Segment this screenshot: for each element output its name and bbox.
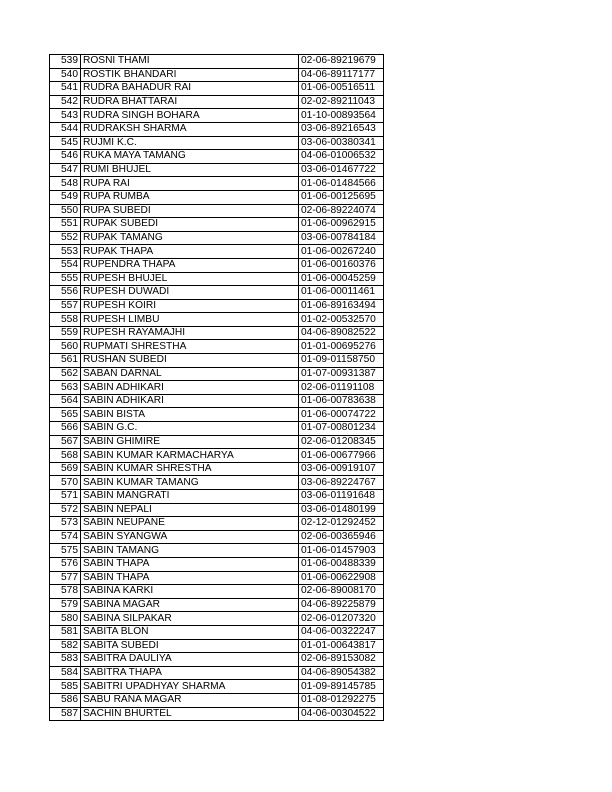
id-number-cell: 01-09-01158750 [299, 354, 384, 368]
id-number-cell: 02-06-01208345 [299, 435, 384, 449]
table-row [50, 68, 384, 82]
records-table-body [50, 55, 384, 721]
id-number-cell: 04-06-89082522 [299, 326, 384, 340]
name-cell: SABIN THAPA [81, 557, 299, 571]
table-row [50, 218, 384, 232]
table-row [50, 422, 384, 436]
serial-number-cell: 578 [50, 585, 81, 599]
id-number-cell: 03-06-01480199 [299, 503, 384, 517]
table-row [50, 381, 384, 395]
name-cell: SACHIN BHURTEL [81, 707, 299, 721]
table-row [50, 435, 384, 449]
id-number-cell: 03-06-00380341 [299, 136, 384, 150]
id-number-cell: 02-12-01292452 [299, 517, 384, 531]
id-number-cell: 01-09-89145785 [299, 680, 384, 694]
serial-number-cell: 568 [50, 449, 81, 463]
table-row [50, 639, 384, 653]
serial-number-cell: 543 [50, 109, 81, 123]
table-row [50, 367, 384, 381]
name-cell: RUDRA BAHADUR RAI [81, 82, 299, 96]
id-number-cell: 01-06-00677966 [299, 449, 384, 463]
serial-number-cell: 542 [50, 95, 81, 109]
table-row [50, 408, 384, 422]
serial-number-cell: 552 [50, 231, 81, 245]
name-cell: RUSHAN SUBEDI [81, 354, 299, 368]
serial-number-cell: 565 [50, 408, 81, 422]
serial-number-cell: 554 [50, 258, 81, 272]
table-row [50, 517, 384, 531]
name-cell: SABITRA THAPA [81, 666, 299, 680]
serial-number-cell: 539 [50, 55, 81, 69]
serial-number-cell: 562 [50, 367, 81, 381]
serial-number-cell: 546 [50, 150, 81, 164]
table-row [50, 571, 384, 585]
id-number-cell: 01-06-00488339 [299, 557, 384, 571]
id-number-cell: 04-06-00304522 [299, 707, 384, 721]
name-cell: RUPMATI SHRESTHA [81, 340, 299, 354]
id-number-cell: 04-06-89054382 [299, 666, 384, 680]
serial-number-cell: 577 [50, 571, 81, 585]
name-cell: RUDRA BHATTARAI [81, 95, 299, 109]
name-cell: RUPESH LIMBU [81, 313, 299, 327]
id-number-cell: 01-06-00783638 [299, 394, 384, 408]
name-cell: RUJMI K.C. [81, 136, 299, 150]
table-row [50, 666, 384, 680]
table-row [50, 612, 384, 626]
name-cell: SABAN DARNAL [81, 367, 299, 381]
name-cell: SABIN BISTA [81, 408, 299, 422]
table-row [50, 449, 384, 463]
serial-number-cell: 545 [50, 136, 81, 150]
name-cell: SABINA KARKI [81, 585, 299, 599]
table-row [50, 557, 384, 571]
id-number-cell: 01-01-00643817 [299, 639, 384, 653]
table-row [50, 231, 384, 245]
serial-number-cell: 553 [50, 245, 81, 259]
name-cell: ROSTIK BHANDARI [81, 68, 299, 82]
serial-number-cell: 556 [50, 286, 81, 300]
id-number-cell: 01-07-00931387 [299, 367, 384, 381]
id-number-cell: 02-06-00365946 [299, 530, 384, 544]
name-cell: RUDRAKSH SHARMA [81, 122, 299, 136]
name-cell: RUPAK SUBEDI [81, 218, 299, 232]
serial-number-cell: 544 [50, 122, 81, 136]
serial-number-cell: 585 [50, 680, 81, 694]
name-cell: SABITRA DAULIYA [81, 653, 299, 667]
name-cell: SABIN NEUPANE [81, 517, 299, 531]
table-row [50, 272, 384, 286]
id-number-cell: 03-06-00784184 [299, 231, 384, 245]
id-number-cell: 01-01-00695276 [299, 340, 384, 354]
serial-number-cell: 571 [50, 490, 81, 504]
id-number-cell: 03-06-01191648 [299, 490, 384, 504]
table-row [50, 122, 384, 136]
table-row [50, 204, 384, 218]
serial-number-cell: 570 [50, 476, 81, 490]
id-number-cell: 01-06-00962915 [299, 218, 384, 232]
serial-number-cell: 559 [50, 326, 81, 340]
name-cell: SABIN THAPA [81, 571, 299, 585]
name-cell: SABIN SYANGWA [81, 530, 299, 544]
serial-number-cell: 548 [50, 177, 81, 191]
serial-number-cell: 551 [50, 218, 81, 232]
serial-number-cell: 579 [50, 598, 81, 612]
serial-number-cell: 557 [50, 299, 81, 313]
id-number-cell: 01-10-00893564 [299, 109, 384, 123]
table-row [50, 598, 384, 612]
name-cell: SABITA SUBEDI [81, 639, 299, 653]
table-row [50, 55, 384, 69]
table-row [50, 707, 384, 721]
serial-number-cell: 561 [50, 354, 81, 368]
id-number-cell: 02-06-01207320 [299, 612, 384, 626]
table-row [50, 680, 384, 694]
name-cell: RUPESH RAYAMAJHI [81, 326, 299, 340]
id-number-cell: 01-06-00622908 [299, 571, 384, 585]
serial-number-cell: 563 [50, 381, 81, 395]
serial-number-cell: 564 [50, 394, 81, 408]
name-cell: RUPAK THAPA [81, 245, 299, 259]
id-number-cell: 02-06-89008170 [299, 585, 384, 599]
name-cell: SABIN TAMANG [81, 544, 299, 558]
serial-number-cell: 587 [50, 707, 81, 721]
table-row [50, 326, 384, 340]
name-cell: RUPA SUBEDI [81, 204, 299, 218]
serial-number-cell: 582 [50, 639, 81, 653]
id-number-cell: 03-06-89224767 [299, 476, 384, 490]
name-cell: SABIN NEPALI [81, 503, 299, 517]
name-cell: SABIN KUMAR KARMACHARYA [81, 449, 299, 463]
table-row [50, 476, 384, 490]
name-cell: SABIN ADHIKARI [81, 381, 299, 395]
table-row [50, 354, 384, 368]
id-number-cell: 01-06-01457903 [299, 544, 384, 558]
name-cell: SABITA BLON [81, 625, 299, 639]
id-number-cell: 01-06-01484566 [299, 177, 384, 191]
serial-number-cell: 586 [50, 693, 81, 707]
id-number-cell: 04-06-01006532 [299, 150, 384, 164]
table-row [50, 653, 384, 667]
table-row [50, 258, 384, 272]
id-number-cell: 01-08-01292275 [299, 693, 384, 707]
id-number-cell: 03-06-89216543 [299, 122, 384, 136]
name-cell: RUPA RAI [81, 177, 299, 191]
serial-number-cell: 573 [50, 517, 81, 531]
serial-number-cell: 580 [50, 612, 81, 626]
name-cell: SABIN G.C. [81, 422, 299, 436]
name-cell: SABITRI UPADHYAY SHARMA [81, 680, 299, 694]
name-cell: RUDRA SINGH BOHARA [81, 109, 299, 123]
table-row [50, 313, 384, 327]
id-number-cell: 01-06-00516511 [299, 82, 384, 96]
serial-number-cell: 550 [50, 204, 81, 218]
name-cell: RUPESH KOIRI [81, 299, 299, 313]
serial-number-cell: 574 [50, 530, 81, 544]
serial-number-cell: 549 [50, 190, 81, 204]
serial-number-cell: 547 [50, 163, 81, 177]
records-table [49, 54, 384, 721]
serial-number-cell: 575 [50, 544, 81, 558]
serial-number-cell: 555 [50, 272, 81, 286]
id-number-cell: 01-06-00074722 [299, 408, 384, 422]
table-row [50, 82, 384, 96]
name-cell: SABINA MAGAR [81, 598, 299, 612]
name-cell: RUMI BHUJEL [81, 163, 299, 177]
serial-number-cell: 540 [50, 68, 81, 82]
id-number-cell: 01-06-00011461 [299, 286, 384, 300]
id-number-cell: 04-06-89117177 [299, 68, 384, 82]
name-cell: SABINA SILPAKAR [81, 612, 299, 626]
name-cell: SABIN ADHIKARI [81, 394, 299, 408]
table-row [50, 394, 384, 408]
table-row [50, 286, 384, 300]
table-row [50, 163, 384, 177]
name-cell: SABIN GHIMIRE [81, 435, 299, 449]
serial-number-cell: 583 [50, 653, 81, 667]
id-number-cell: 01-06-00045259 [299, 272, 384, 286]
serial-number-cell: 541 [50, 82, 81, 96]
id-number-cell: 04-06-89225879 [299, 598, 384, 612]
id-number-cell: 03-06-00919107 [299, 462, 384, 476]
table-row [50, 177, 384, 191]
id-number-cell: 02-06-89153082 [299, 653, 384, 667]
serial-number-cell: 566 [50, 422, 81, 436]
id-number-cell: 02-06-89224074 [299, 204, 384, 218]
table-row [50, 340, 384, 354]
serial-number-cell: 572 [50, 503, 81, 517]
serial-number-cell: 569 [50, 462, 81, 476]
id-number-cell: 04-06-00322247 [299, 625, 384, 639]
table-row [50, 109, 384, 123]
table-row [50, 530, 384, 544]
table-row [50, 150, 384, 164]
id-number-cell: 01-06-00160376 [299, 258, 384, 272]
name-cell: RUPESH BHUJEL [81, 272, 299, 286]
table-row [50, 585, 384, 599]
id-number-cell: 02-06-01191108 [299, 381, 384, 395]
name-cell: SABIN KUMAR SHRESTHA [81, 462, 299, 476]
serial-number-cell: 584 [50, 666, 81, 680]
table-row [50, 190, 384, 204]
id-number-cell: 03-06-01467722 [299, 163, 384, 177]
id-number-cell: 01-06-00125695 [299, 190, 384, 204]
serial-number-cell: 560 [50, 340, 81, 354]
name-cell: SABIN MANGRATI [81, 490, 299, 504]
id-number-cell: 01-02-00532570 [299, 313, 384, 327]
table-row [50, 245, 384, 259]
name-cell: SABU RANA MAGAR [81, 693, 299, 707]
table-row [50, 490, 384, 504]
serial-number-cell: 558 [50, 313, 81, 327]
name-cell: ROSNI THAMI [81, 55, 299, 69]
id-number-cell: 01-07-00801234 [299, 422, 384, 436]
name-cell: RUPAK TAMANG [81, 231, 299, 245]
table-row [50, 462, 384, 476]
serial-number-cell: 581 [50, 625, 81, 639]
table-row [50, 95, 384, 109]
table-row [50, 299, 384, 313]
name-cell: RUPESH DUWADI [81, 286, 299, 300]
id-number-cell: 02-06-89219679 [299, 55, 384, 69]
table-row [50, 136, 384, 150]
id-number-cell: 01-06-00267240 [299, 245, 384, 259]
table-row [50, 625, 384, 639]
name-cell: RUKA MAYA TAMANG [81, 150, 299, 164]
name-cell: RUPENDRA THAPA [81, 258, 299, 272]
id-number-cell: 01-06-89163494 [299, 299, 384, 313]
serial-number-cell: 576 [50, 557, 81, 571]
id-number-cell: 02-02-89211043 [299, 95, 384, 109]
table-row [50, 544, 384, 558]
table-row [50, 503, 384, 517]
serial-number-cell: 567 [50, 435, 81, 449]
name-cell: SABIN KUMAR TAMANG [81, 476, 299, 490]
table-row [50, 693, 384, 707]
name-cell: RUPA RUMBA [81, 190, 299, 204]
